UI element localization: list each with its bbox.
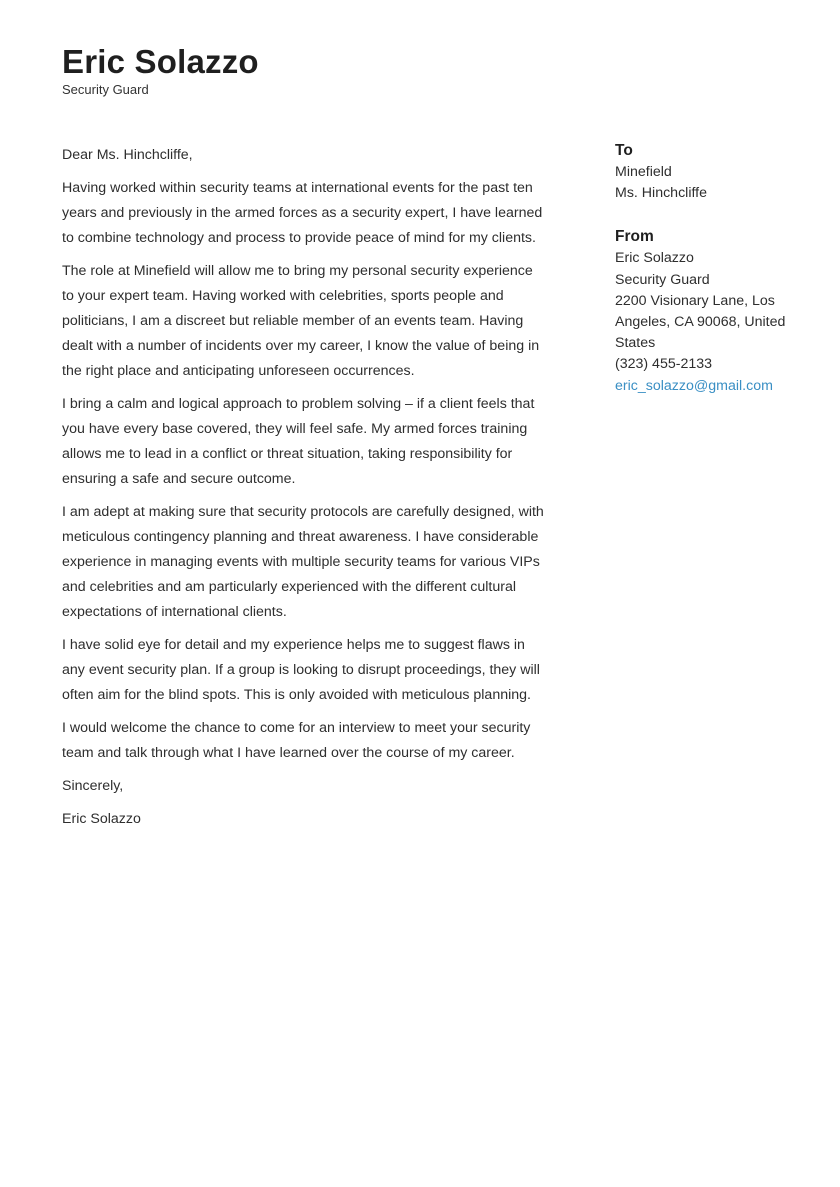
to-block [615, 140, 815, 204]
recipient-company: Minefield [615, 164, 672, 180]
letter-body [62, 143, 547, 840]
resume-header [62, 42, 259, 98]
applicant-title: Security Guard [62, 82, 149, 97]
sender-address: 2200 Visionary Lane, Los Angeles, CA 90068, United States [615, 292, 786, 352]
paragraph-4: I am adept at making sure that security protocols are carefully designed, with meticulous contingency planning and threat awareness. I have considerable experience in managing events with multiple security teams for various VIPs and celebrities and am particularly experienced with the different cultural expectations of international clients. [62, 504, 544, 620]
paragraph-1: Having worked within security teams at international events for the past ten years and previously in the armed forces as a security expert, I have learned to combine technology and process to provide peace of mind for my clients. [62, 180, 543, 246]
paragraph-2: The role at Minefield will allow me to bring my personal security experience to your expert team. Having worked with celebrities, sports people and politicians, I am a discreet but reliable member of an events team. Having dealt with a number of incidents over my career, I know the value of being in the right place and anticipating unforeseen occurrences. [62, 263, 540, 379]
to-heading: To [615, 142, 633, 159]
closing: Sincerely, [62, 778, 124, 794]
sidebar [615, 140, 815, 419]
from-heading: From [615, 228, 654, 246]
sender-phone: (323) 455-2133 [615, 356, 713, 373]
paragraph-6: I would welcome the chance to come for an interview to meet your security team and talk through what I have learned over the course of my career. [62, 720, 531, 761]
signature: Eric Solazzo [62, 811, 141, 827]
applicant-name: Eric Solazzo [62, 43, 259, 80]
sender-email-link[interactable]: eric_solazzo@gmail.com [615, 377, 773, 394]
recipient-name: Ms. Hinchcliffe [615, 185, 707, 202]
sender-title: Security Guard [615, 271, 710, 288]
paragraph-3: I bring a calm and logical approach to problem solving – if a client feels that you have every base covered, they will feel safe. My armed forces training allows me to lead in a conflict or threat situation, taking responsibility for ensuring a safe and secure outcome. [62, 396, 535, 487]
sender-name: Eric Solazzo [615, 250, 694, 267]
salutation: Dear Ms. Hinchcliffe, [62, 147, 193, 163]
paragraph-5: I have solid eye for detail and my experience helps me to suggest flaws in any event security plan. If a group is looking to disrupt proceedings, they will often aim for the blind spots. This is only avoided with meticulous planning. [62, 637, 540, 703]
from-block [615, 226, 815, 396]
